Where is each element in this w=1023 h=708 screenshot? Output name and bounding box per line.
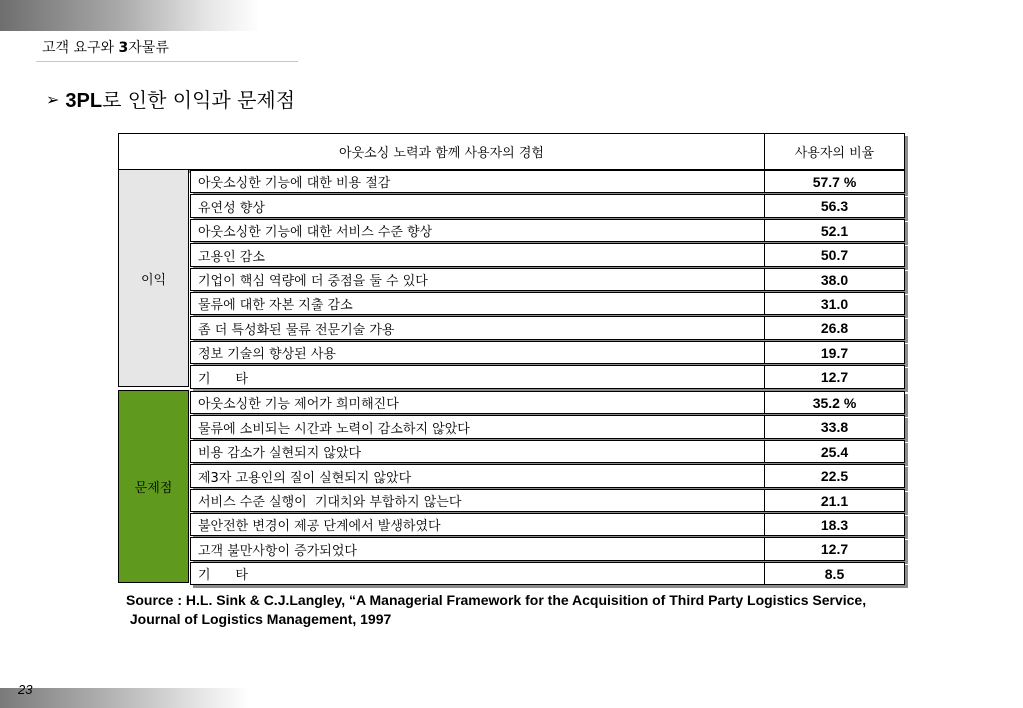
table-row-value: 26.8 [764, 316, 905, 340]
table-row-value: 21.1 [764, 489, 905, 512]
table-row-value: 8.5 [764, 562, 905, 585]
table-row-value: 52.1 [764, 219, 905, 242]
table-header-left: 아웃소싱 노력과 함께 사용자의 경험 [118, 133, 765, 170]
table-row-label: 기 타 [190, 365, 765, 389]
table-row-value: 22.5 [764, 464, 905, 488]
table-row-label: 고객 불만사항이 증가되었다 [190, 537, 765, 561]
table-row-value: 50.7 [764, 243, 905, 267]
header-title-number: 3 [118, 40, 129, 56]
table-row-label: 비용 감소가 실현되지 않았다 [190, 440, 765, 463]
source-line-2: Journal of Logistics Management, 1997 [126, 611, 392, 627]
table-row-label: 아웃소싱한 기능에 대한 비용 절감 [190, 170, 765, 193]
table-row-value: 18.3 [764, 513, 905, 536]
source-line-1: Source : H.L. Sink & C.J.Langley, “A Managerial Framework for the Acquisition of Third Party Logistics Service, [126, 592, 867, 608]
section-title-bold: 3PL [65, 90, 103, 112]
arrow-bullet-icon: ➢ [46, 90, 60, 109]
table-row-label: 서비스 수준 실행이 기대치와 부합하지 않는다 [190, 489, 765, 512]
table-row-label: 기업이 핵심 역량에 더 중점을 둘 수 있다 [190, 268, 765, 291]
table-row-label: 좀 더 특성화된 물류 전문기술 가용 [190, 316, 765, 340]
header-divider [36, 61, 298, 62]
source-citation [126, 591, 866, 629]
table-row-label: 물류에 대한 자본 지출 감소 [190, 292, 765, 315]
table-row-label: 제3자 고용인의 질이 실현되지 않았다 [190, 464, 765, 488]
table-row-label: 물류에 소비되는 시간과 노력이 감소하지 않았다 [190, 415, 765, 439]
table-row-label: 정보 기술의 향상된 사용 [190, 341, 765, 364]
table-row-label: 고용인 감소 [190, 243, 765, 267]
table-row-value: 33.8 [764, 415, 905, 439]
table-row-label: 기 타 [190, 562, 765, 585]
header-title-suffix: 자물류 [128, 40, 169, 56]
header-title [42, 37, 169, 57]
table-row-label: 아웃소싱한 기능 제어가 희미해진다 [190, 391, 765, 414]
page-number: 23 [18, 682, 33, 697]
footer-gradient-bar [0, 688, 250, 708]
table-row-value: 31.0 [764, 292, 905, 315]
table-row-value: 57.7 % [764, 170, 905, 193]
table-row-value: 12.7 [764, 365, 905, 389]
section-title-rest: 로 인한 이익과 문제점 [102, 88, 296, 112]
table-row-label: 유연성 향상 [190, 194, 765, 218]
group-label-problems: 문제점 [118, 390, 189, 583]
table-row-value: 12.7 [764, 537, 905, 561]
table-row-value: 35.2 % [764, 391, 905, 414]
table-row-value: 38.0 [764, 268, 905, 291]
table-row-value: 56.3 [764, 194, 905, 218]
table-header-right: 사용자의 비율 [764, 133, 905, 170]
table-row-value: 25.4 [764, 440, 905, 463]
section-title [46, 84, 295, 113]
table-row-label: 아웃소싱한 기능에 대한 서비스 수준 향상 [190, 219, 765, 242]
header-gradient-bar [0, 0, 260, 31]
header-title-prefix: 고객 요구와 [42, 40, 119, 56]
group-label-benefits: 이익 [118, 169, 189, 387]
table-row-label: 불안전한 변경이 제공 단계에서 발생하였다 [190, 513, 765, 536]
table-row-value: 19.7 [764, 341, 905, 364]
